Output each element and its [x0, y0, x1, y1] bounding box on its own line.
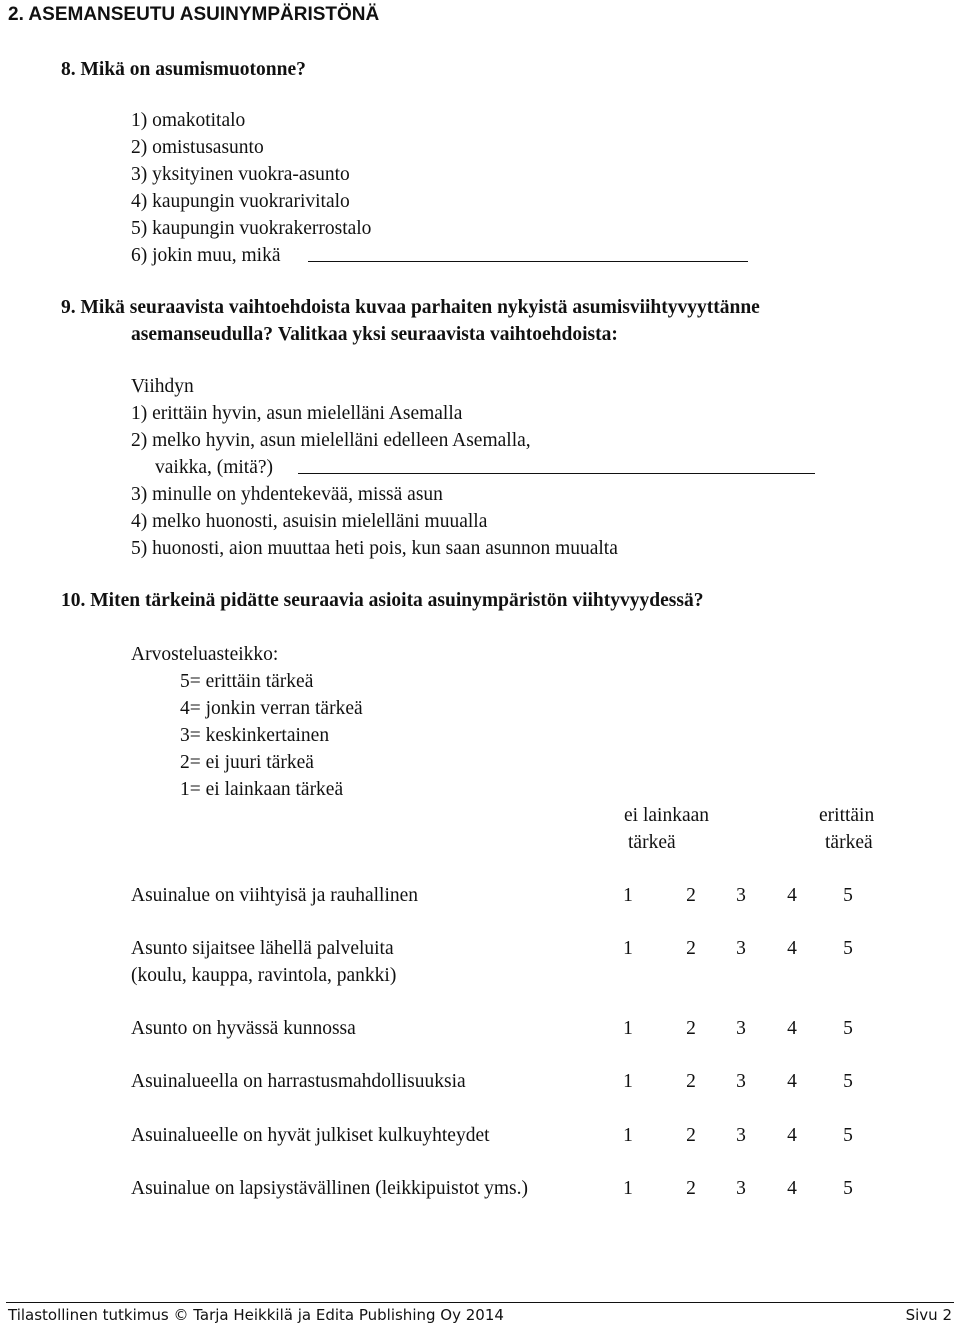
rating-6-option-5[interactable]: 5: [843, 1178, 853, 1199]
q10-scale-2: 2= ei juuri tärkeä: [180, 752, 314, 773]
section-title: 2. ASEMANSEUTU ASUINYMPÄRISTÖNÄ: [8, 4, 380, 25]
q8-title: 8. Mikä on asumismuotonne?: [61, 59, 306, 80]
footer-page-number: Sivu 2: [905, 1306, 952, 1324]
rating-item-3-label: Asunto on hyvässä kunnossa: [131, 1018, 356, 1039]
q9-option-4: 4) melko huonosti, asuisin mielelläni muualla: [131, 511, 488, 532]
rating-3-option-4[interactable]: 4: [787, 1018, 797, 1039]
scale-header-low-line1: ei lainkaan: [624, 805, 709, 826]
rating-4-option-1[interactable]: 1: [623, 1071, 633, 1092]
rating-4-option-5[interactable]: 5: [843, 1071, 853, 1092]
rating-item-4-label: Asuinalueella on harrastusmahdollisuuksia: [131, 1071, 466, 1092]
q8-option-3: 3) yksityinen vuokra-asunto: [131, 164, 350, 185]
rating-3-option-5[interactable]: 5: [843, 1018, 853, 1039]
q8-option-6: 6) jokin muu, mikä: [131, 245, 281, 266]
q9-what-blank-line[interactable]: [298, 473, 815, 474]
rating-item-2-label-cont: (koulu, kauppa, ravintola, pankki): [131, 965, 397, 986]
q9-option-5: 5) huonosti, aion muuttaa heti pois, kun saan asunnon muualta: [131, 538, 618, 559]
rating-2-option-3[interactable]: 3: [736, 938, 746, 959]
rating-5-option-4[interactable]: 4: [787, 1125, 797, 1146]
rating-4-option-3[interactable]: 3: [736, 1071, 746, 1092]
q10-scale-3: 3= keskinkertainen: [180, 725, 330, 746]
q10-scale-5: 5= erittäin tärkeä: [180, 671, 314, 692]
rating-item-2-label: Asunto sijaitsee lähellä palveluita: [131, 938, 394, 959]
footer-copyright: Tilastollinen tutkimus © Tarja Heikkilä ja Edita Publishing Oy 2014: [8, 1306, 504, 1324]
rating-5-option-3[interactable]: 3: [736, 1125, 746, 1146]
rating-2-option-2[interactable]: 2: [686, 938, 696, 959]
q9-option-3: 3) minulle on yhdentekevää, missä asun: [131, 484, 443, 505]
q8-option-5: 5) kaupungin vuokrakerrostalo: [131, 218, 372, 239]
rating-2-option-5[interactable]: 5: [843, 938, 853, 959]
scale-header-low-line2: tärkeä: [628, 832, 676, 853]
scale-header-high-line1: erittäin: [819, 805, 875, 826]
rating-3-option-1[interactable]: 1: [623, 1018, 633, 1039]
rating-5-option-2[interactable]: 2: [686, 1125, 696, 1146]
q9-title-line1: 9. Mikä seuraavista vaihtoehdoista kuvaa parhaiten nykyistä asumisviihtyvyyttänne: [61, 297, 760, 318]
q8-option-2: 2) omistusasunto: [131, 137, 264, 158]
rating-3-option-2[interactable]: 2: [686, 1018, 696, 1039]
rating-1-option-5[interactable]: 5: [843, 885, 853, 906]
rating-2-option-1[interactable]: 1: [623, 938, 633, 959]
rating-5-option-5[interactable]: 5: [843, 1125, 853, 1146]
rating-item-1-label: Asuinalue on viihtyisä ja rauhallinen: [131, 885, 419, 906]
q10-title: 10. Miten tärkeinä pidätte seuraavia asioita asuinympäristön viihtyvyydessä?: [61, 590, 704, 611]
q9-option-1: 1) erittäin hyvin, asun mielelläni Asemalla: [131, 403, 463, 424]
q10-scale-1: 1= ei lainkaan tärkeä: [180, 779, 344, 800]
rating-3-option-3[interactable]: 3: [736, 1018, 746, 1039]
q9-instruction: Valitkaa yksi seuraavista vaihtoehdoista:: [277, 324, 618, 345]
rating-item-5-label: Asuinalueelle on hyvät julkiset kulkuyhteydet: [131, 1125, 490, 1146]
q10-scale-4: 4= jonkin verran tärkeä: [180, 698, 363, 719]
rating-1-option-1[interactable]: 1: [623, 885, 633, 906]
rating-5-option-1[interactable]: 1: [623, 1125, 633, 1146]
rating-6-option-3[interactable]: 3: [736, 1178, 746, 1199]
rating-4-option-4[interactable]: 4: [787, 1071, 797, 1092]
q8-other-blank-line[interactable]: [308, 261, 748, 262]
rating-4-option-2[interactable]: 2: [686, 1071, 696, 1092]
rating-6-option-1[interactable]: 1: [623, 1178, 633, 1199]
q8-option-4: 4) kaupungin vuokrarivitalo: [131, 191, 350, 212]
rating-1-option-4[interactable]: 4: [787, 885, 797, 906]
footer-divider: [6, 1302, 954, 1303]
q9-label: Viihdyn: [131, 376, 194, 397]
q10-scale-title: Arvosteluasteikko:: [131, 644, 279, 665]
rating-2-option-4[interactable]: 4: [787, 938, 797, 959]
q8-option-1: 1) omakotitalo: [131, 110, 246, 131]
rating-6-option-4[interactable]: 4: [787, 1178, 797, 1199]
q9-option-2-cont: vaikka, (mitä?): [155, 457, 274, 478]
rating-item-6-label: Asuinalue on lapsiystävällinen (leikkipuistot yms.): [131, 1178, 528, 1199]
rating-1-option-3[interactable]: 3: [736, 885, 746, 906]
rating-6-option-2[interactable]: 2: [686, 1178, 696, 1199]
q9-option-2: 2) melko hyvin, asun mielelläni edelleen Asemalla,: [131, 430, 531, 451]
q9-title-line2: asemanseudulla?: [131, 324, 273, 345]
scale-header-high-line2: tärkeä: [825, 832, 873, 853]
rating-1-option-2[interactable]: 2: [686, 885, 696, 906]
